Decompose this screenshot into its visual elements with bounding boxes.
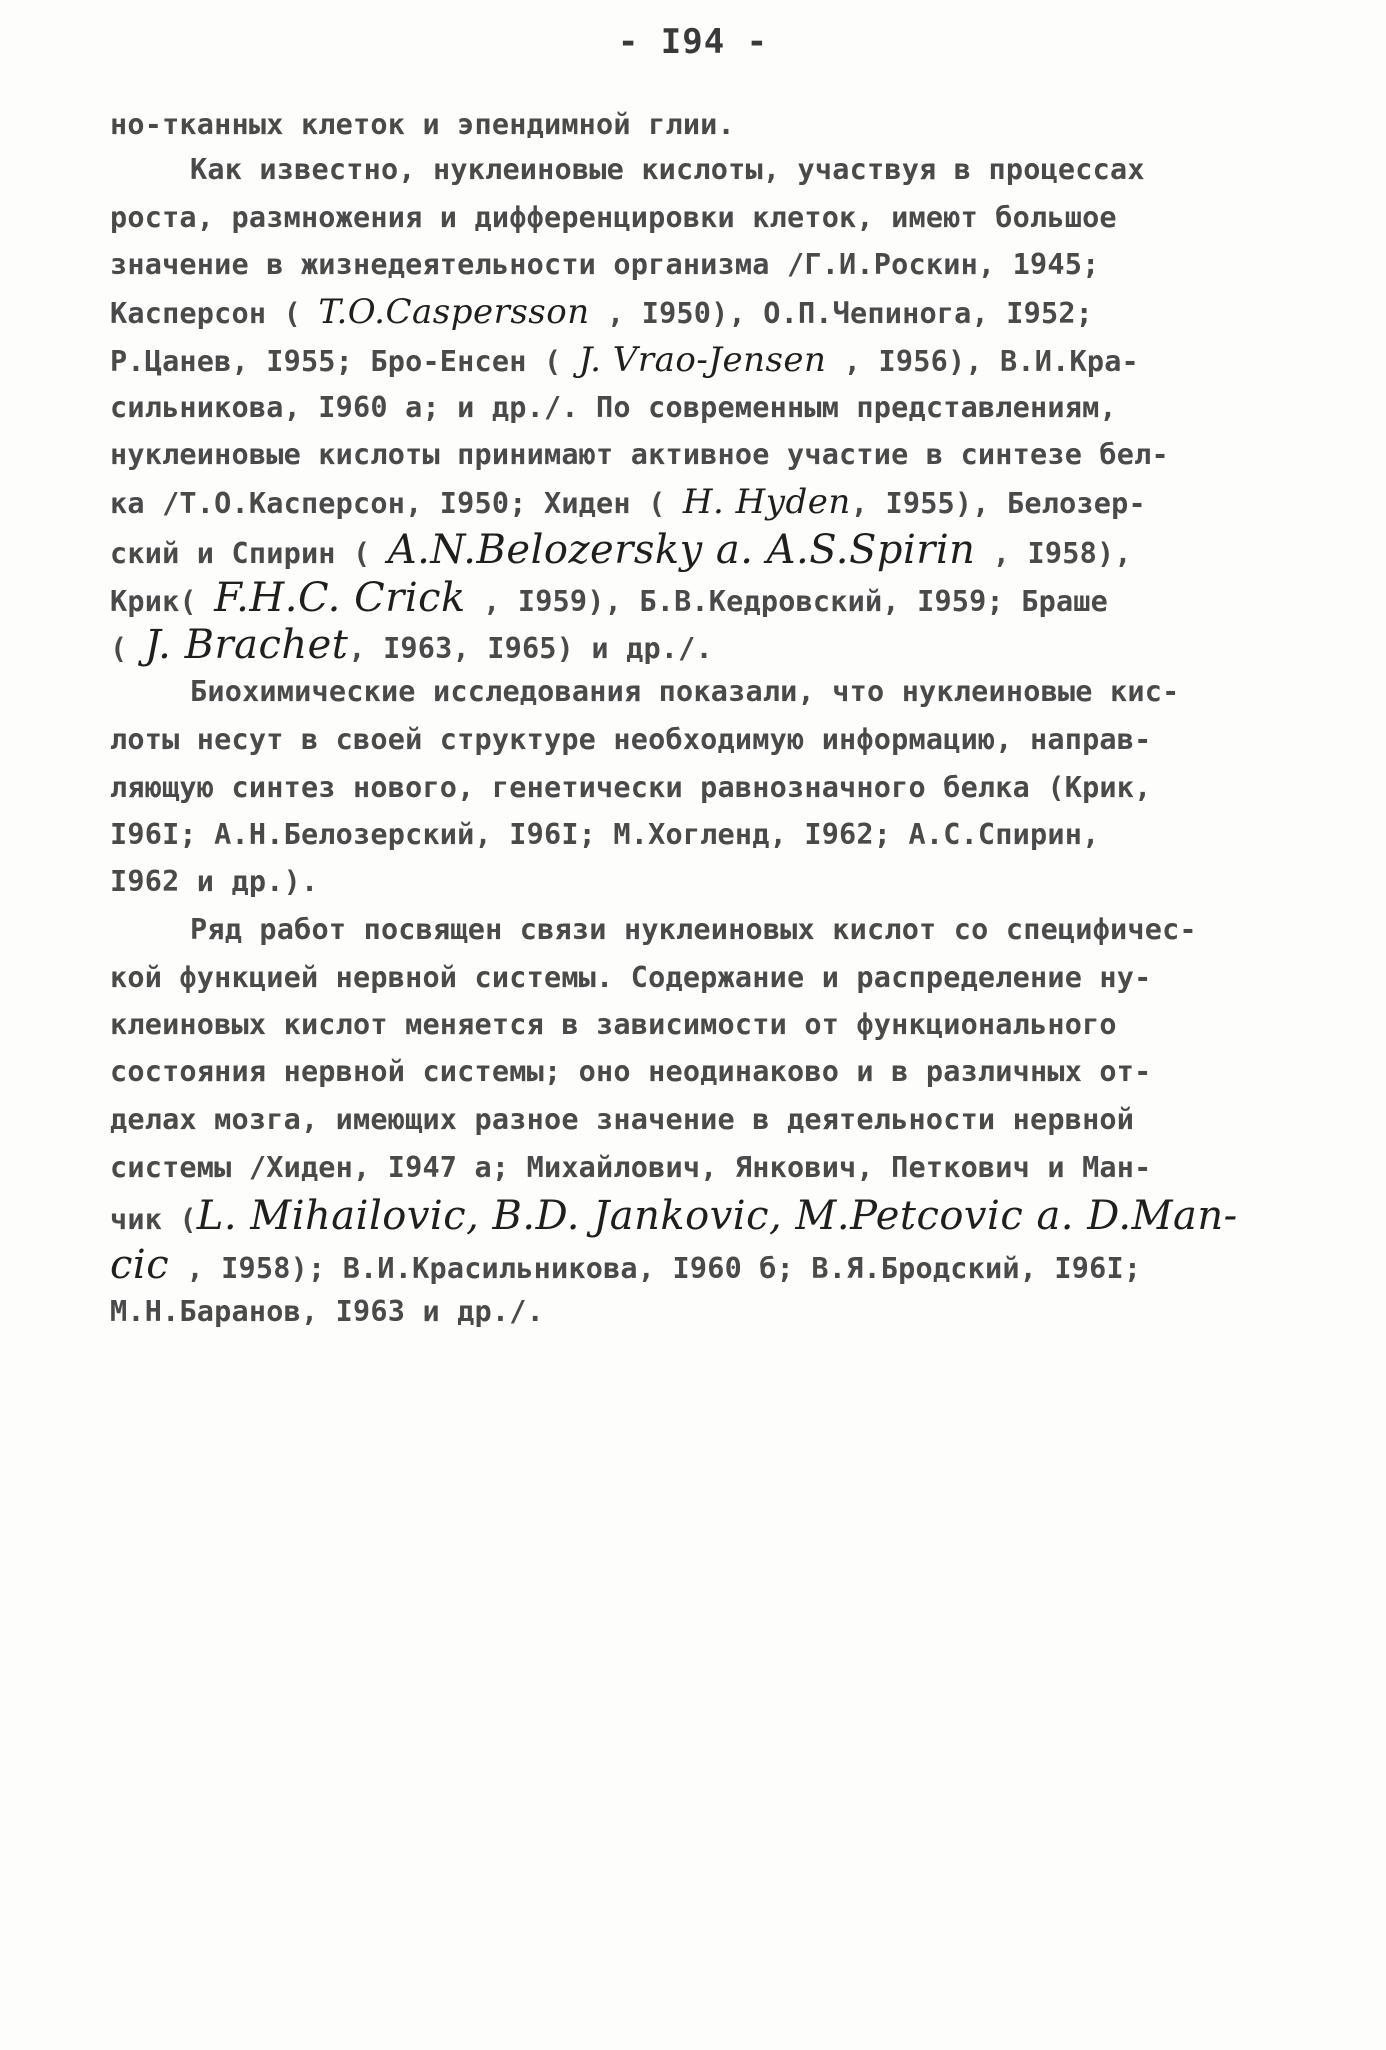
typed-text: М.Н.Баранов, I963 и др./.: [110, 1295, 544, 1328]
text-line: [110, 720, 1280, 760]
text-line: [110, 815, 1280, 855]
typed-text: роста, размножения и дифференцировки клеток, имеют большое: [110, 201, 1117, 234]
handwritten-latin-name: cic: [110, 1242, 170, 1288]
typed-text: чик (: [110, 1203, 197, 1236]
typed-text: но-тканных клеток и эпендимной глии.: [110, 108, 735, 141]
text-line: [110, 862, 1280, 902]
typed-text: , I958); В.И.Красильникова, I960 б; В.Я.Бродский, I96I;: [169, 1252, 1142, 1285]
typed-text: , I963, I965) и др./.: [348, 632, 713, 665]
text-line: [110, 958, 1280, 998]
text-line: [110, 198, 1280, 238]
typed-text: Ряд работ посвящен связи нуклеиновых кислот со специфичес-: [190, 913, 1197, 946]
handwritten-latin-name: A.N.Belozersky a. A.S.Spirin: [387, 527, 976, 573]
handwritten-latin-name: T.O.Caspersson: [318, 292, 590, 332]
text-line: [110, 245, 1280, 285]
typed-text: , I955), Белозер-: [850, 487, 1146, 520]
typed-text: лоты несут в своей структуре необходимую информацию, направ-: [110, 723, 1152, 756]
text-line: [110, 482, 1280, 524]
text-line: [110, 1005, 1280, 1045]
text-line: [190, 150, 1360, 190]
typed-text: I96I; А.Н.Белозерский, I96I; М.Хогленд, I962; А.С.Спирин,: [110, 818, 1100, 851]
text-line: [110, 105, 1280, 145]
handwritten-latin-name: H. Hyden: [682, 482, 851, 522]
text-line: [110, 435, 1280, 475]
typed-text: Крик(: [110, 585, 215, 618]
typed-text: (: [110, 632, 145, 665]
handwritten-latin-name: J. Vrao-Jensen: [578, 340, 827, 380]
typed-text: ский и Спирин (: [110, 537, 388, 570]
typed-text: Касперсон (: [110, 297, 319, 330]
text-line: [110, 527, 1280, 574]
typed-text: системы /Хиден, I947 а; Михайлович, Янкович, Петкович и Ман-: [110, 1151, 1152, 1184]
typed-text: , I950), О.П.Чепинога, I952;: [589, 297, 1094, 330]
text-line: [110, 1100, 1280, 1140]
text-line: [110, 1292, 1280, 1332]
typed-text: Как известно, нуклеиновые кислоты, участвуя в процессах: [190, 153, 1145, 186]
typed-text: значение в жизнедеятельности организма /Г.И.Роскин, 1945;: [110, 248, 1100, 281]
typed-text: , I958),: [975, 537, 1132, 570]
handwritten-latin-name: F.H.C. Crick: [214, 575, 466, 621]
text-line: [110, 1193, 1280, 1240]
typed-text: сильникова, I960 а; и др./. По современным представлениям,: [110, 391, 1117, 424]
typed-text: , I956), В.И.Кра-: [826, 345, 1139, 378]
typed-text: делах мозга, имеющих разное значение в деятельности нервной: [110, 1103, 1135, 1136]
typed-text: , I959), Б.В.Кедровский, I959; Браше: [465, 585, 1109, 618]
typed-text: I962 и др.).: [110, 865, 319, 898]
typed-text: Биохимические исследования показали, что нуклеиновые кис-: [190, 675, 1180, 708]
text-line: [110, 768, 1280, 808]
typed-text: состояния нервной системы; оно неодинаково и в различных от-: [110, 1055, 1152, 1088]
typed-text: ляющую синтез нового, генетически равнозначного белка (Крик,: [110, 771, 1152, 804]
text-line: [110, 388, 1280, 428]
typed-text: кой функцией нервной системы. Содержание и распределение ну-: [110, 961, 1152, 994]
handwritten-latin-name: L. Mihailovic, B.D. Jankovic, M.Petcovic a. D.Man-: [196, 1193, 1238, 1239]
text-line: [110, 1052, 1280, 1092]
typed-text: Р.Цанев, I955; Бро-Енсен (: [110, 345, 579, 378]
text-line: [110, 575, 1280, 622]
text-line: [190, 910, 1360, 950]
page-number: - I94 -: [617, 22, 769, 62]
handwritten-latin-name: J. Brachet: [144, 622, 349, 668]
typed-text: ка /Т.О.Касперсон, I950; Хиден (: [110, 487, 683, 520]
text-line: [110, 1148, 1280, 1188]
text-line: [110, 292, 1280, 334]
text-line: [110, 1242, 1280, 1289]
text-line: [110, 622, 1280, 669]
text-line: [190, 672, 1360, 712]
typed-text: клеиновых кислот меняется в зависимости от функционального: [110, 1008, 1117, 1041]
text-line: [110, 340, 1280, 382]
typed-text: нуклеиновые кислоты принимают активное участие в синтезе бел-: [110, 438, 1169, 471]
